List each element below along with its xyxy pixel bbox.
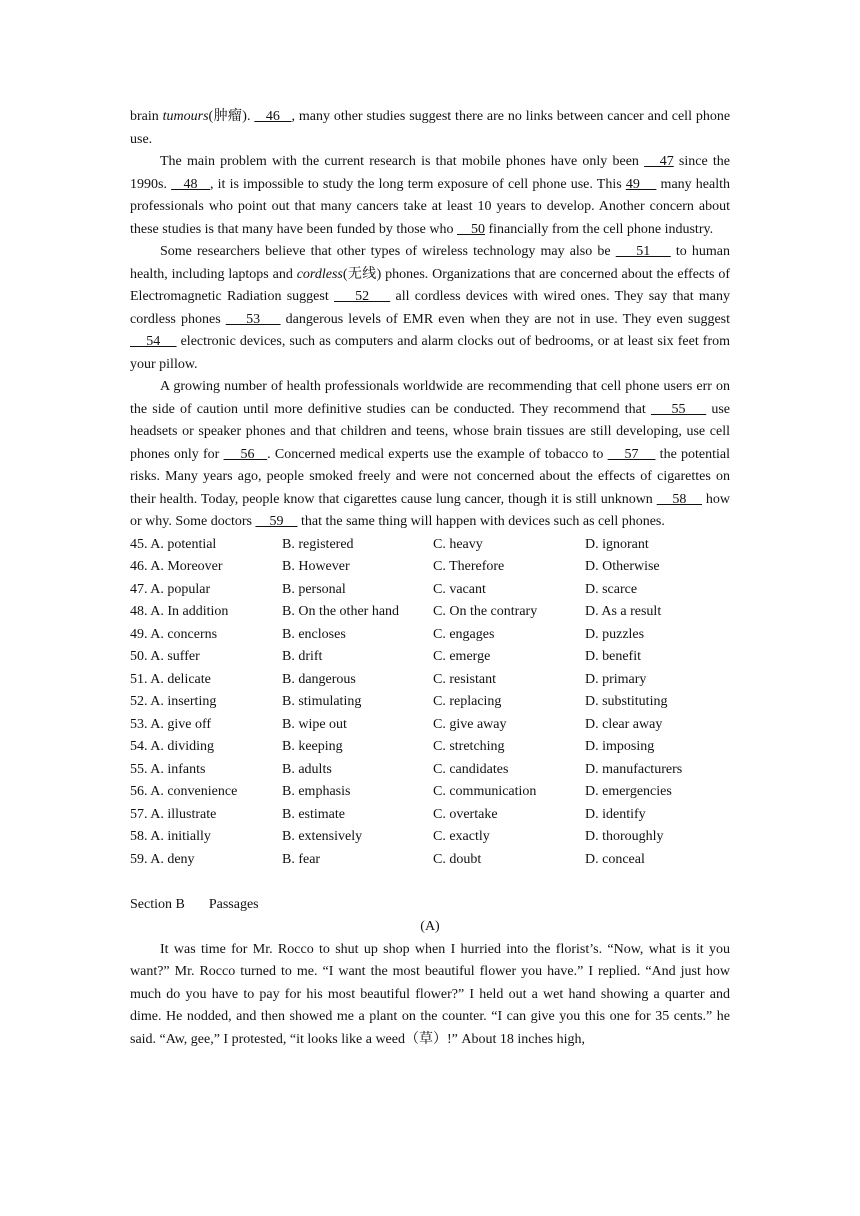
text: Some researchers believe that other types of wireless technology may also be xyxy=(160,244,616,259)
option-c[interactable]: C. On the contrary xyxy=(433,604,538,619)
option-row xyxy=(130,804,730,827)
option-d[interactable]: D. imposing xyxy=(585,739,655,754)
option-d[interactable]: D. primary xyxy=(585,671,647,687)
blank-59[interactable]: 59 xyxy=(255,514,298,529)
option-b[interactable]: B. dangerous xyxy=(282,671,356,687)
text: electronic devices, such as computers and alarm clocks out of bedrooms, or at least six feet from your pillow. xyxy=(130,334,731,372)
option-c[interactable]: C. heavy xyxy=(433,536,483,552)
option-d[interactable]: D. substituting xyxy=(585,694,668,709)
option-c[interactable]: C. vacant xyxy=(433,581,486,597)
option-b[interactable]: B. wipe out xyxy=(282,716,347,732)
option-b[interactable]: B. stimulating xyxy=(282,694,362,709)
option-d[interactable]: D. clear away xyxy=(585,716,663,732)
blank-52[interactable]: 52 xyxy=(334,289,391,304)
text: , it is impossible to study the long term exposure of cell phone use. This xyxy=(210,176,626,192)
option-a[interactable]: 46. A. Moreover xyxy=(130,559,223,574)
blank-51[interactable]: 51 xyxy=(615,244,671,259)
option-b[interactable]: B. drift xyxy=(282,649,323,664)
option-c[interactable]: C. Therefore xyxy=(433,559,505,574)
option-d[interactable]: D. conceal xyxy=(585,851,645,867)
option-d[interactable]: D. manufacturers xyxy=(585,761,683,777)
option-a[interactable]: 56. A. convenience xyxy=(130,784,238,799)
italic-word: tumours xyxy=(162,109,209,124)
text: dangerous levels of EMR even when they are not in use. They even suggest xyxy=(280,311,730,327)
option-a[interactable]: 55. A. infants xyxy=(130,761,206,777)
option-row xyxy=(130,826,730,849)
option-a[interactable]: 49. A. concerns xyxy=(130,626,218,642)
option-row xyxy=(130,736,730,759)
option-a[interactable]: 45. A. potential xyxy=(130,536,217,552)
text: . Concerned medical experts use the example of tobacco to xyxy=(267,446,608,462)
option-a[interactable]: 47. A. popular xyxy=(130,581,211,597)
option-c[interactable]: C. replacing xyxy=(433,694,502,709)
blank-54[interactable]: 54 xyxy=(130,334,177,349)
option-row xyxy=(130,601,730,624)
blank-57[interactable]: 57 xyxy=(607,446,656,462)
option-c[interactable]: C. exactly xyxy=(433,829,490,844)
option-d[interactable]: D. thoroughly xyxy=(585,829,664,844)
option-d[interactable]: D. identify xyxy=(585,806,646,822)
text: financially from the cell phone industry. xyxy=(484,221,714,237)
paragraph-3 xyxy=(130,241,730,376)
option-a[interactable]: 57. A. illustrate xyxy=(130,806,217,822)
paragraph-2 xyxy=(130,151,730,241)
option-a[interactable]: 51. A. delicate xyxy=(130,671,211,687)
option-d[interactable]: D. scarce xyxy=(585,581,638,597)
text: phones. Organizations that are concerned about the effects of Electromagnetic Radiation suggest xyxy=(130,266,731,304)
option-b[interactable]: B. However xyxy=(282,559,350,574)
option-row xyxy=(130,759,730,782)
option-c[interactable]: C. overtake xyxy=(433,806,498,822)
story-paragraph: It was time for Mr. Rocco to shut up shop when I hurried into the florist’s. “Now, what is it you want?” Mr. Rocco turned to me. “I want the most beautiful flower you have.” I replied. “And just how much do you have to pay for his most beautiful flower?” I held out a wet hand showing a quarter and dime. He nodded, and then showed me a plant on the counter. “I can give you this one for 35 cents.” he said. “Aw, gee,” I protested, “it looks like a weed（草）!” About 18 inches high, xyxy=(130,941,730,1047)
option-b[interactable]: B. personal xyxy=(282,581,346,597)
option-c[interactable]: C. communication xyxy=(433,784,537,799)
blank-55[interactable]: 55 xyxy=(650,401,707,417)
text: The main problem with the current research is that mobile phones have only been xyxy=(160,154,645,169)
worksheet-page xyxy=(130,106,730,1051)
text: (肿瘤). xyxy=(208,109,251,124)
section-heading xyxy=(130,894,730,917)
passage-label: (A) xyxy=(420,919,440,934)
option-row xyxy=(130,624,730,647)
option-c[interactable]: C. emerge xyxy=(433,649,491,664)
option-a[interactable]: 59. A. deny xyxy=(130,851,195,867)
blank-47[interactable]: 47 xyxy=(644,154,674,169)
option-row xyxy=(130,849,730,872)
blank-58[interactable]: 58 xyxy=(656,491,702,507)
text: since the 1990s. xyxy=(130,154,730,192)
option-row xyxy=(130,579,730,602)
option-c[interactable]: C. engages xyxy=(433,626,495,642)
text: to human health, including laptops and xyxy=(130,244,731,282)
option-a[interactable]: 53. A. give off xyxy=(130,716,212,732)
text: how or why. Some doctors xyxy=(130,491,731,529)
option-b[interactable]: B. encloses xyxy=(282,626,346,642)
option-c[interactable]: C. candidates xyxy=(433,761,509,777)
blank-46[interactable]: 46 xyxy=(254,109,292,124)
option-a[interactable]: 54. A. dividing xyxy=(130,739,215,754)
option-row xyxy=(130,669,730,692)
text: A growing number of health professionals worldwide are recommending that cell phone users err on the side of caution until more definitive studies can be conducted. They recommend that xyxy=(130,379,730,417)
text: , many other studies suggest there are no links between cancer and cell phone use. xyxy=(130,109,731,147)
blank-53[interactable]: 53 xyxy=(225,311,281,327)
italic-word: cordless xyxy=(296,266,343,282)
text: the potential risks. Many years ago, people smoked freely and were not concerned about the effects of cigarettes on their health. Today, people know that cigarettes cause lung cancer, though it is still unknown xyxy=(130,446,731,507)
option-d[interactable]: D. ignorant xyxy=(585,536,649,552)
text: (无线) xyxy=(342,266,382,282)
option-row xyxy=(130,714,730,737)
blank-56[interactable]: 56 xyxy=(223,446,268,462)
text: use headsets or speaker phones and that children and teens, whose brain tissues are still developing, use cell phones only for xyxy=(130,401,731,462)
paragraph-4 xyxy=(130,376,730,534)
blank-49[interactable]: 49 xyxy=(625,176,657,192)
option-d[interactable]: D. emergencies xyxy=(585,784,672,799)
option-row xyxy=(130,534,730,557)
option-a[interactable]: 58. A. initially xyxy=(130,829,211,844)
blank-50[interactable]: 50 xyxy=(456,221,485,237)
text: brain xyxy=(130,109,163,124)
option-row xyxy=(130,646,730,669)
option-a[interactable]: 52. A. inserting xyxy=(130,694,217,709)
option-b[interactable]: B. On the other hand xyxy=(282,604,400,619)
option-b[interactable]: B. registered xyxy=(282,536,354,552)
option-b[interactable]: B. fear xyxy=(282,851,321,867)
text: that the same thing will happen with devices such as cell phones. xyxy=(297,514,665,529)
option-d[interactable]: D. benefit xyxy=(585,649,641,664)
option-row xyxy=(130,556,730,579)
blank-48[interactable]: 48 xyxy=(171,176,210,192)
text: all cordless devices with wired ones. They say that many cordless phones xyxy=(130,289,730,327)
option-d[interactable]: D. As a result xyxy=(585,604,662,619)
text: many health professionals who point out that many cancers take at least 10 years to develop. Another concern about these studies is that many have been funded by those who xyxy=(130,176,731,237)
option-c[interactable]: C. stretching xyxy=(433,739,505,754)
answer-options xyxy=(130,534,730,872)
option-b[interactable]: B. keeping xyxy=(282,739,343,754)
option-b[interactable]: B. extensively xyxy=(282,829,363,844)
option-a[interactable]: 50. A. suffer xyxy=(130,649,200,664)
option-a[interactable]: 48. A. In addition xyxy=(130,604,229,619)
option-row xyxy=(130,781,730,804)
option-c[interactable]: C. give away xyxy=(433,716,507,732)
option-row xyxy=(130,691,730,714)
option-b[interactable]: B. adults xyxy=(282,761,332,777)
option-c[interactable]: C. doubt xyxy=(433,851,482,867)
option-b[interactable]: B. emphasis xyxy=(282,784,351,799)
paragraph-1 xyxy=(130,106,730,151)
section-label: Section B xyxy=(130,896,185,912)
option-c[interactable]: C. resistant xyxy=(433,671,496,687)
option-d[interactable]: D. Otherwise xyxy=(585,559,660,574)
option-b[interactable]: B. estimate xyxy=(282,806,345,822)
section-title: Passages xyxy=(208,896,259,912)
option-d[interactable]: D. puzzles xyxy=(585,626,645,642)
